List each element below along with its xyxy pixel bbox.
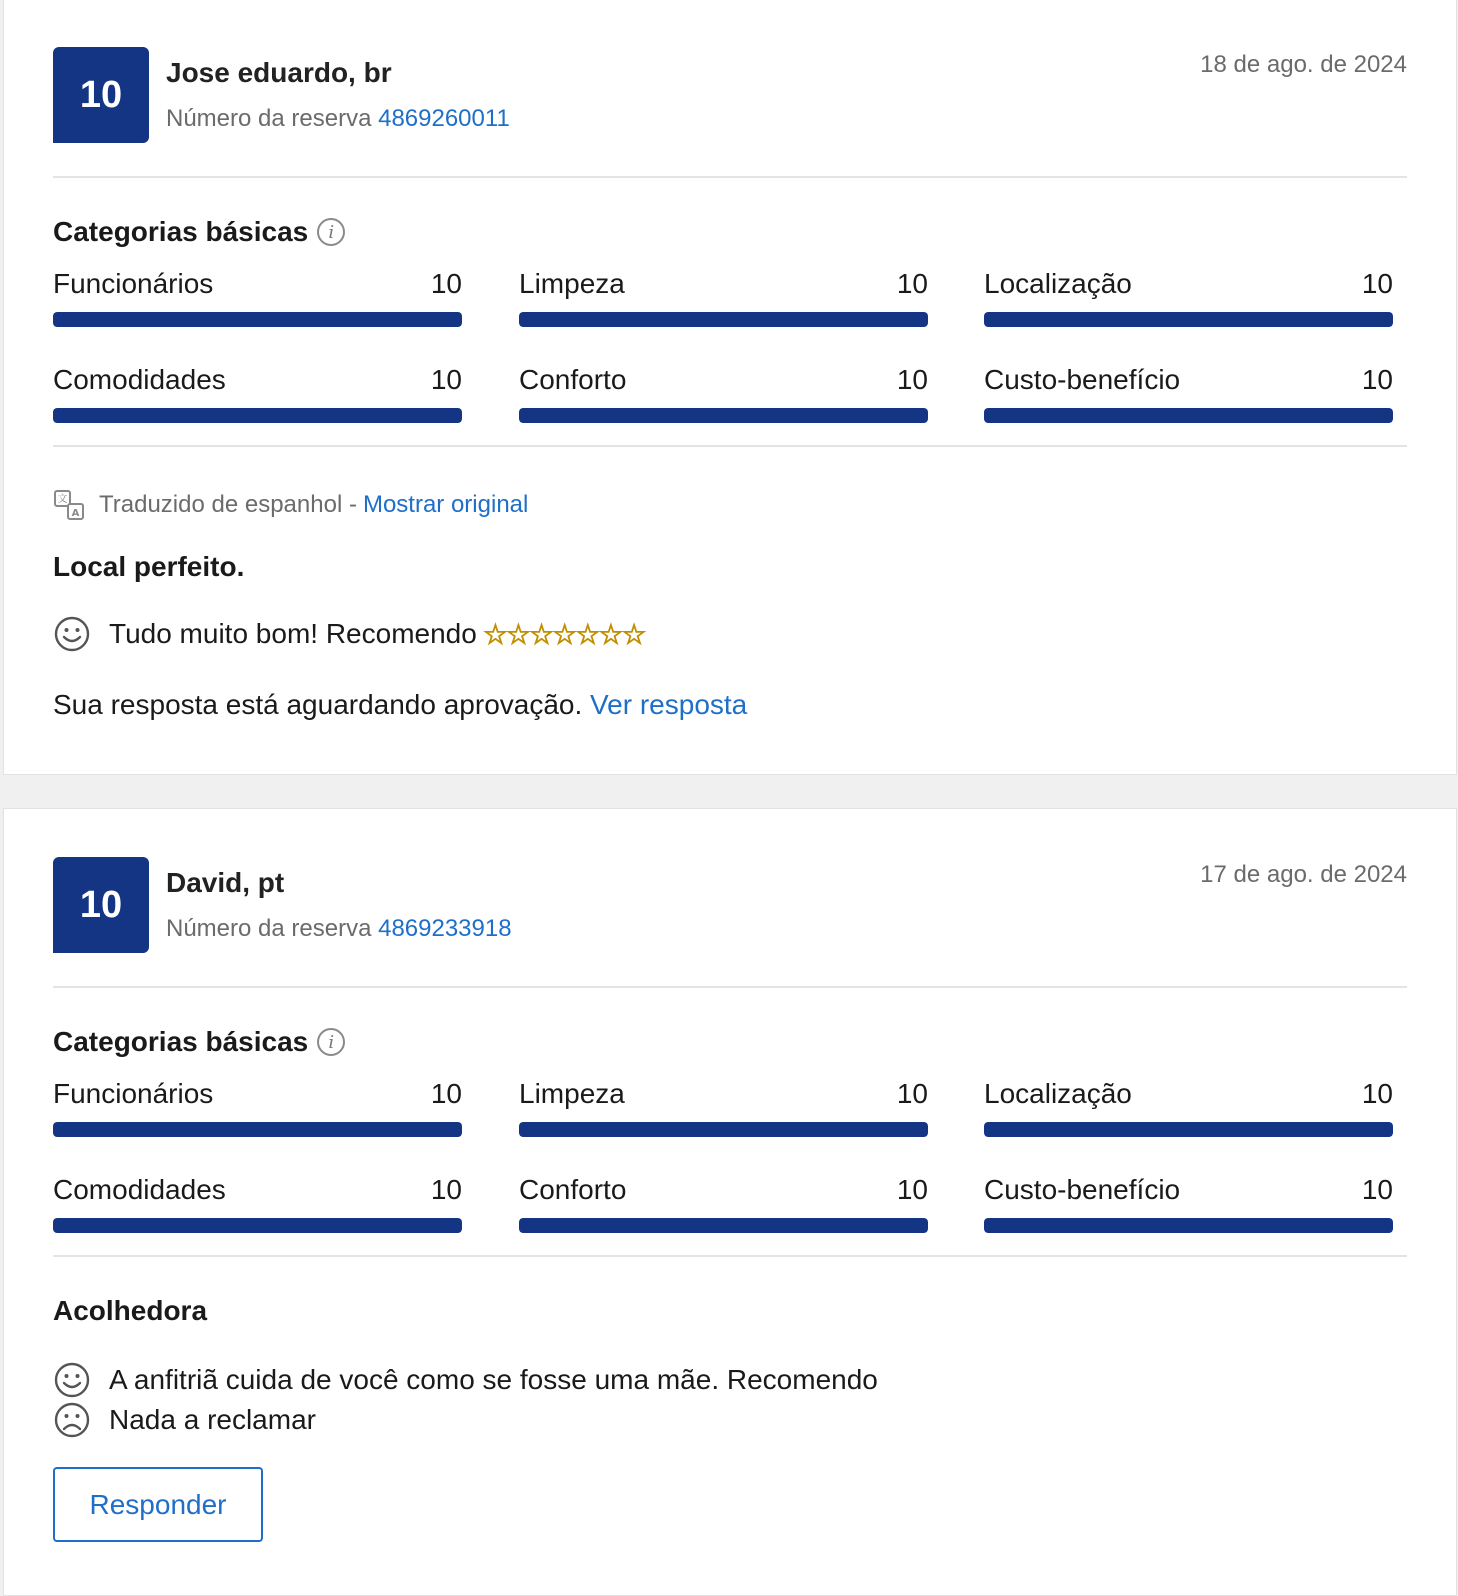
category-bar-fill	[984, 1218, 1393, 1233]
category-label: Funcionários	[53, 268, 214, 299]
category-value: 10	[1361, 1174, 1393, 1205]
review-title: Acolhedora	[53, 1295, 208, 1326]
review-date: 17 de ago. de 2024	[1200, 861, 1407, 888]
response-pending	[53, 689, 747, 721]
category-label: Localização	[984, 268, 1132, 299]
smile-icon	[53, 615, 91, 653]
category-label: Custo-benefício	[984, 1174, 1181, 1205]
category-bar-fill	[984, 408, 1393, 423]
category-bar	[53, 1218, 462, 1233]
categories-title	[53, 216, 345, 248]
booking-label: Número da reserva	[166, 915, 372, 942]
categories-title	[53, 1026, 345, 1058]
category-bar	[519, 312, 928, 327]
category-value: 10	[430, 1078, 462, 1109]
category-value: 10	[896, 364, 928, 395]
category-value: 10	[1361, 364, 1393, 395]
booking-number	[166, 915, 512, 943]
basic-categories	[53, 988, 1407, 1257]
category-bar-fill	[519, 1122, 928, 1137]
category-label: Limpeza	[519, 268, 625, 299]
view-response-link[interactable]: Ver resposta	[590, 689, 748, 720]
category-bar-fill	[519, 312, 928, 327]
pending-text: Sua resposta está aguardando aprovação.	[53, 689, 583, 720]
category-value: 10	[1361, 268, 1393, 299]
category-bar-fill	[519, 408, 928, 423]
category-value: 10	[1361, 1078, 1393, 1109]
category-label: Limpeza	[519, 1078, 625, 1109]
review-title: Local perfeito.	[53, 551, 245, 582]
negative-comment	[53, 1401, 316, 1439]
category-label: Comodidades	[53, 1174, 226, 1205]
guest-name: David, pt	[166, 867, 285, 898]
booking-number-link[interactable]: 4869260011	[378, 105, 510, 132]
category-bar-fill	[53, 408, 462, 423]
category-bar-fill	[984, 1122, 1393, 1137]
score-badge: 10	[53, 857, 149, 953]
category-bar	[53, 1122, 462, 1137]
basic-categories	[53, 178, 1407, 447]
category-bar-fill	[53, 1218, 462, 1233]
translation-text: Traduzido de espanhol -	[99, 491, 357, 518]
category-label: Conforto	[519, 364, 627, 395]
category-bar-fill	[984, 312, 1393, 327]
svg-text:A: A	[71, 508, 80, 519]
score-badge: 10	[53, 47, 149, 143]
guest-name: Jose eduardo, br	[166, 57, 392, 88]
categories-title-text: Categorias básicas	[53, 216, 309, 247]
frown-icon	[53, 1401, 91, 1439]
categories-title-text: Categorias básicas	[53, 1026, 309, 1057]
category-bar	[984, 408, 1393, 423]
translate-icon	[53, 489, 85, 521]
svg-text:文: 文	[57, 494, 68, 505]
category-bar	[519, 1122, 928, 1137]
category-value: 10	[430, 364, 462, 395]
review-card	[3, 0, 1457, 775]
category-label: Comodidades	[53, 364, 226, 395]
category-value: 10	[896, 1174, 928, 1205]
category-value: 10	[896, 1078, 928, 1109]
smile-icon	[53, 1361, 91, 1399]
category-bar	[519, 408, 928, 423]
positive-text: A anfitriã cuida de você como se fosse uma mãe. Recomendo	[109, 1364, 878, 1395]
category-value: 10	[896, 268, 928, 299]
negative-text: Nada a reclamar	[109, 1404, 316, 1435]
booking-number-link[interactable]: 4869233918	[378, 915, 512, 942]
category-label: Conforto	[519, 1174, 627, 1205]
category-bar-fill	[53, 1122, 462, 1137]
category-value: 10	[430, 1174, 462, 1205]
category-bar	[984, 1122, 1393, 1137]
category-bar	[53, 312, 462, 327]
translation-note	[53, 489, 528, 521]
category-value: 10	[430, 268, 462, 299]
positive-comment	[53, 1361, 878, 1399]
category-bar-fill	[519, 1218, 928, 1233]
positive-comment	[53, 615, 645, 653]
category-bar	[519, 1218, 928, 1233]
star-rating-emoji: ☆☆☆☆☆☆☆	[482, 617, 645, 651]
category-bar	[53, 408, 462, 423]
booking-label: Número da reserva	[166, 105, 372, 132]
positive-text: Tudo muito bom! Recomendo	[109, 618, 477, 649]
review-header	[53, 809, 1407, 988]
reply-button[interactable]: Responder	[53, 1467, 263, 1542]
category-label: Custo-benefício	[984, 364, 1181, 395]
category-bar-fill	[53, 312, 462, 327]
category-bar	[984, 312, 1393, 327]
category-label: Localização	[984, 1078, 1132, 1109]
review-date: 18 de ago. de 2024	[1200, 51, 1407, 78]
info-icon[interactable]: i	[317, 218, 345, 246]
info-icon[interactable]: i	[317, 1028, 345, 1056]
review-card	[3, 808, 1457, 1596]
category-bar	[984, 1218, 1393, 1233]
review-header	[53, 0, 1407, 178]
category-label: Funcionários	[53, 1078, 214, 1109]
show-original-link[interactable]: Mostrar original	[362, 491, 529, 518]
booking-number	[166, 105, 510, 133]
